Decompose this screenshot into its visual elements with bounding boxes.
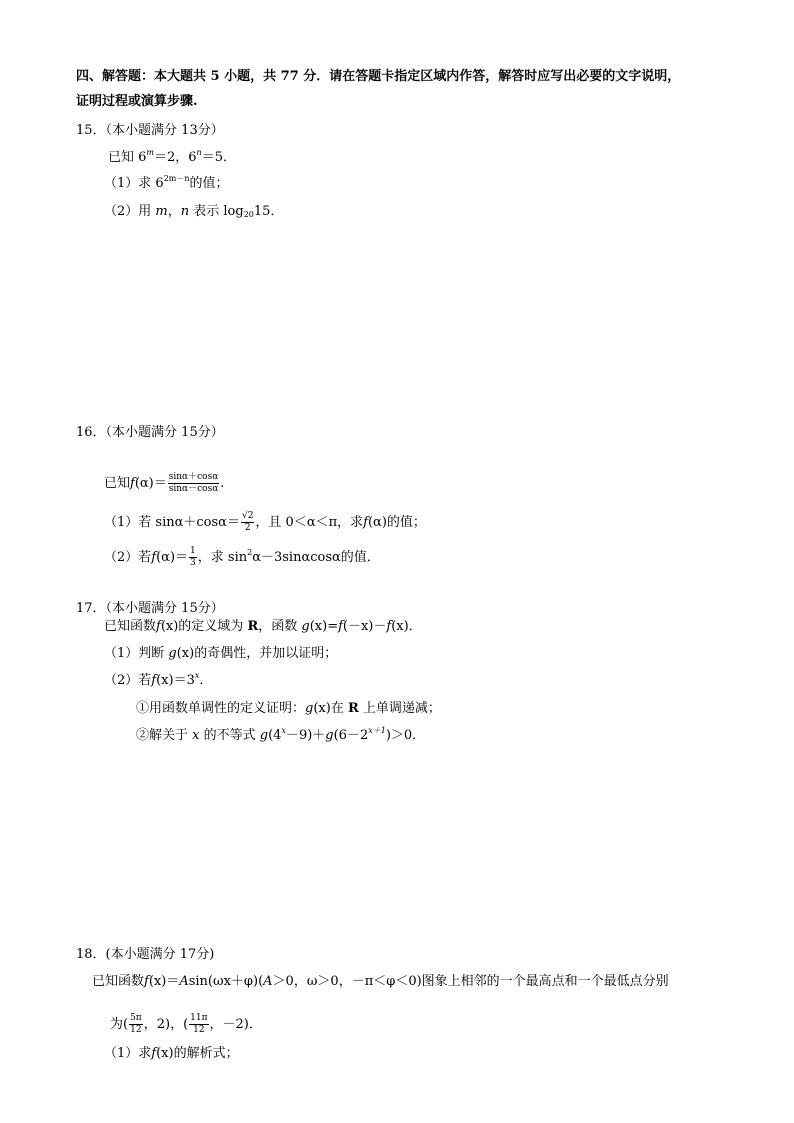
- q18-header: 18．(本小题满分 17分): [76, 947, 215, 962]
- q18-part1: （1）求f(x)的解析式；: [104, 1046, 239, 1061]
- q16-given: 已知f(α)＝ $\frac{\sin\alpha+\cos\alpha}{\sin\alpha-\cos\alpha}$ .: [104, 472, 225, 494]
- q15-header: 15．（本小题满分 13分）: [76, 123, 224, 138]
- q17-part2: （2）若$f(x)=3^x$．: [104, 671, 213, 688]
- q18-point1-fraction: $\frac{5\pi}{12}$: [130, 1013, 142, 1035]
- q16-part2-fraction: $\frac{1}{3}$: [190, 546, 196, 568]
- section-title-line1: 四、解答题：本大题共 5 小题，共 77 分．请在答题卡指定区域内作答，解答时应写出必要的文字说明，: [76, 69, 681, 84]
- q17-sub2: ②解关于 x 的不等式 $g(4^x-9)+g(6-2^{x+1})>0$．: [136, 726, 426, 743]
- q15-part2: （2）用 m，n 表示 $\log_{20}15$．: [104, 204, 284, 219]
- q17-part1: （1）判断 g(x)的奇偶性，并加以证明；: [104, 646, 338, 661]
- q17-given: 已知函数f(x)的定义域为 R，函数 g(x)=f(－x)－f(x)．: [104, 619, 422, 634]
- q16-header: 16．（本小题满分 15分）: [76, 425, 224, 440]
- q16-part1: （1）若 sinα＋cosα＝ $\frac{√2}{2}$ ，且 0＜α＜π，求f(α)的值；: [104, 511, 426, 533]
- q15-given: 已知 $6^m=2$，$6^n=5$．: [108, 148, 236, 165]
- q16-given-fraction: $\frac{\sin\alpha+\cos\alpha}{\sin\alpha-\cos\alpha}$: [168, 472, 219, 494]
- q16-part1-fraction: $\frac{√2}{2}$: [241, 511, 254, 533]
- q15-part1: （1）求 $6^{2m-n}$的值；: [104, 174, 229, 191]
- q18-points: 为( $\frac{5\pi}{12}$ ，2)，( $\frac{11\pi}{12}$ ，－2)．: [110, 1013, 262, 1035]
- q18-given: 已知函数f(x)＝Asin(ωx＋φ)(A＞0，ω＞0，－π＜φ＜0)图象上相邻的一个最高点和一个最低点分别: [92, 974, 669, 989]
- q17-header: 17．（本小题满分 15分）: [76, 601, 224, 616]
- q16-part2: （2）若f(α)＝ $\frac{1}{3}$ ，求 $\sin^2\alpha-3\sin\alpha\cos\alpha$的值．: [104, 546, 380, 568]
- section-title-line2: 证明过程或演算步骤.: [76, 94, 198, 109]
- q18-point2-fraction: $\frac{11\pi}{12}$: [190, 1013, 208, 1035]
- q17-sub1: ①用函数单调性的定义证明：g(x)在 R 上单调递减；: [136, 701, 441, 716]
